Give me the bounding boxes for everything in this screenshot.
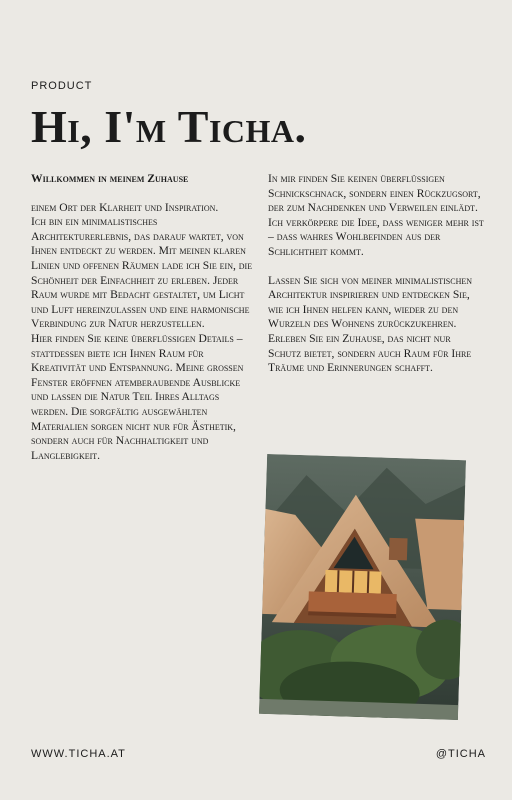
a-frame-house-icon — [259, 454, 466, 720]
body-paragraph: In mir finden Sie keinen überflüssigen Schnickschnack, sondern einen Rückzugsort, der zum Nachdenken und Verweilen einlädt. Ich verkörpere die Idee, dass weniger mehr ist – dass wahres Wohlbefinden aus der Schlichtheit kommt. — [268, 172, 484, 258]
body-paragraph: Hier finden Sie keine überflüssigen Details – stattdessen biete ich Ihnen Raum für Kreativität und Entspannung. Meine grossen Fenster eröffnen atemberaubende Ausblicke und lassen die Natur Teil Ihres Alltags werden. Die sorgfältig ausgewählten Materialien sorgen nicht nur für Ästhetik, sondern auch für Nachhaltigkeit und Langlebigkeit. — [31, 331, 244, 462]
section-subheading: Willkommen in meinem Zuhause — [31, 172, 189, 185]
right-text-column — [268, 172, 484, 376]
intro-paragraph: einem Ort der Klarheit und Inspiration. — [31, 200, 219, 214]
house-photo — [259, 454, 466, 720]
social-handle[interactable]: @TICHA — [435, 748, 486, 760]
left-text-column — [31, 172, 253, 463]
website-link[interactable]: WWW.TICHA.AT — [31, 748, 126, 760]
section-label: PRODUCT — [31, 80, 93, 92]
body-paragraph: Ich bin ein minimalistisches Architekturerlebnis, das darauf wartet, von Ihnen entdeckt zu werden. Mit meinen klaren Linien und offenen Räumen lade ich Sie ein, die Schönheit der Einfachheit zu erleben. Jeder Raum wurde mit Bedacht gestaltet, um Licht und Luft hereinzulassen und eine harmonische Verbindung zur Natur herzustellen. — [31, 215, 253, 331]
body-paragraph: Lassen Sie sich von meiner minimalistischen Architektur inspirieren und entdecken Sie, wie ich Ihnen helfen kann, wieder zu den Wurzeln des Wohnens zurückzukehren. Erleben Sie ein Zuhause, das nicht nur Schutz bietet, sondern auch Raum für Ihre Träume und Erinnerungen schafft. — [268, 273, 473, 375]
page-title: Hi, I'm Ticha. — [31, 101, 307, 152]
